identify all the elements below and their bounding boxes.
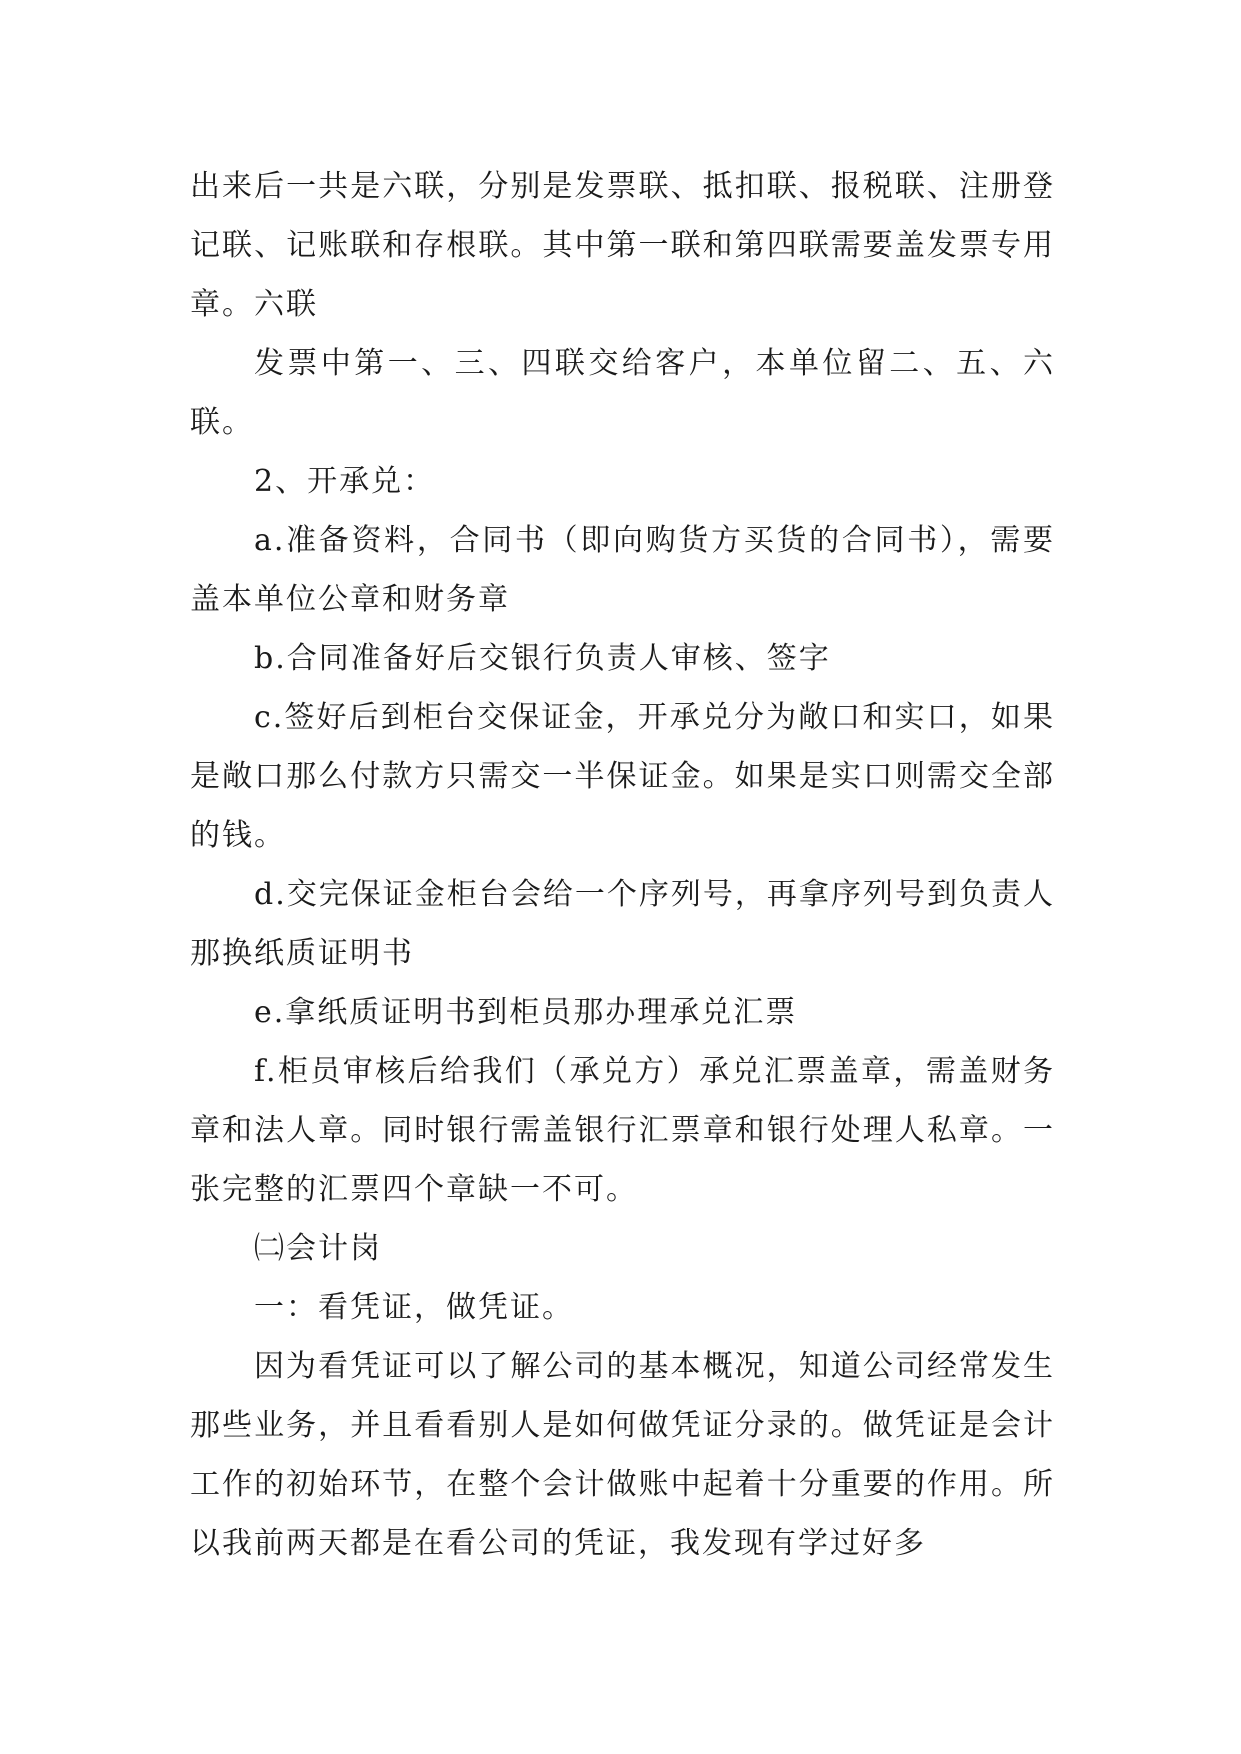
paragraph-invoice-copies: 发票中第一、三、四联交给客户，本单位留二、五、六联。 bbox=[190, 346, 1055, 440]
paragraph-step-f: f.柜员审核后给我们（承兑方）承兑汇票盖章，需盖财务章和法人章。同时银行需盖银行汇票章和银行处理人私章。一张完整的汇票四个章缺一不可。 bbox=[190, 1054, 1055, 1207]
paragraph-step-e: e.拿纸质证明书到柜员那办理承兑汇票 bbox=[254, 995, 798, 1030]
paragraph-continuation: 出来后一共是六联，分别是发票联、抵扣联、报税联、注册登记联、记账联和存根联。其中第一联和第四联需要盖发票专用章。六联 bbox=[190, 169, 1055, 322]
paragraph-step-b: b.合同准备好后交银行负责人审核、签字 bbox=[254, 641, 831, 676]
document-body bbox=[190, 157, 1055, 1573]
paragraph-vouchers: 因为看凭证可以了解公司的基本概况，知道公司经常发生那些业务，并且看看别人是如何做凭证分录的。做凭证是会计工作的初始环节，在整个会计做账中起着十分重要的作用。所以我前两天都是在看公司的凭证，我发现有学过好多 bbox=[190, 1349, 1055, 1561]
section-heading-acceptance: 2、开承兑： bbox=[254, 464, 436, 499]
section-heading-accounting: ㈡会计岗 bbox=[254, 1231, 382, 1266]
paragraph-step-a: a.准备资料，合同书（即向购货方买货的合同书），需要盖本单位公章和财务章 bbox=[190, 523, 1055, 617]
subheading-vouchers: 一：看凭证，做凭证。 bbox=[254, 1290, 574, 1325]
paragraph-step-c: c.签好后到柜台交保证金，开承兑分为敞口和实口，如果是敞口那么付款方只需交一半保证金。如果是实口则需交全部的钱。 bbox=[190, 700, 1055, 853]
paragraph-step-d: d.交完保证金柜台会给一个序列号，再拿序列号到负责人那换纸质证明书 bbox=[190, 877, 1055, 971]
